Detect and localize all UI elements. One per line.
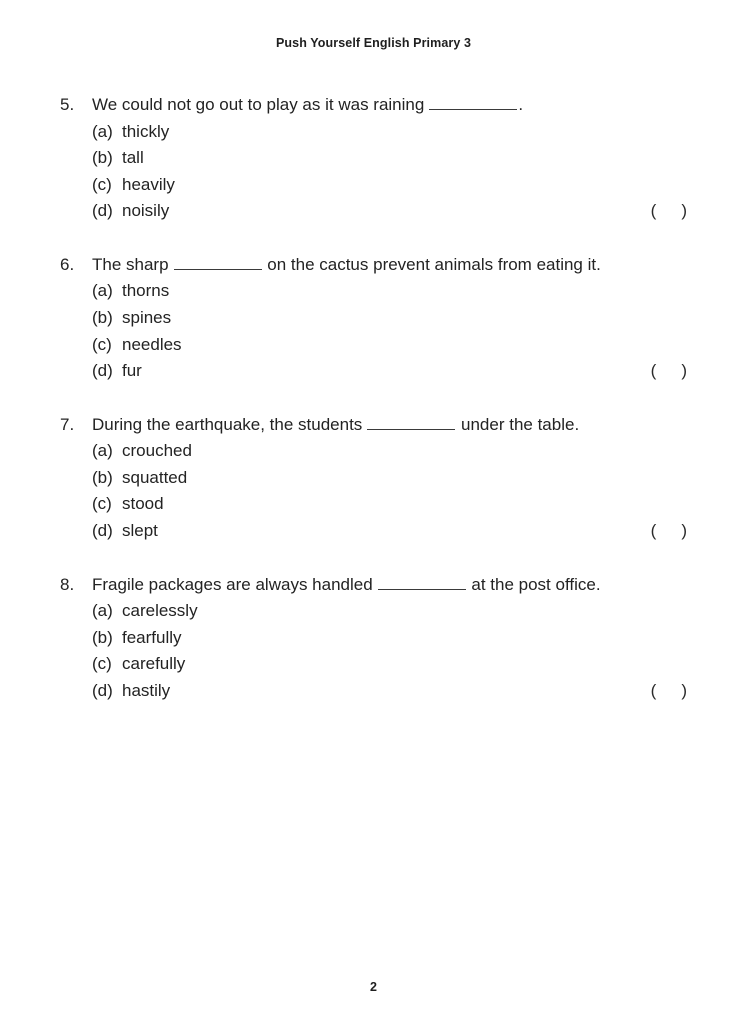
question-text-after: under the table. xyxy=(456,414,580,434)
question-text xyxy=(92,412,687,439)
answer-blank-line xyxy=(429,96,517,110)
page-footer xyxy=(0,980,747,994)
question-text-after: at the post office. xyxy=(466,574,601,594)
bracket-close: ) xyxy=(681,201,687,221)
option-text: heavily xyxy=(122,174,175,194)
option-row xyxy=(60,358,687,385)
option-text: squatted xyxy=(122,467,188,487)
question-text xyxy=(92,572,687,599)
option-row xyxy=(60,598,687,625)
option-row xyxy=(60,305,687,332)
option-label: (d) xyxy=(92,361,113,381)
question-text-after: . xyxy=(518,95,524,114)
option-label: (c) xyxy=(92,654,112,674)
option-row xyxy=(60,438,687,465)
option-text: spines xyxy=(122,307,172,327)
option-row xyxy=(60,278,687,305)
question-line xyxy=(60,252,687,279)
option-label: (b) xyxy=(92,467,113,487)
question-number: 5. xyxy=(60,95,75,114)
option-row xyxy=(60,172,687,199)
option-label: (b) xyxy=(92,148,113,168)
page-number: 2 xyxy=(370,980,377,994)
option-label: (c) xyxy=(92,334,112,354)
option-label: (a) xyxy=(92,441,113,461)
option-text: carelessly xyxy=(122,601,198,621)
option-label: (d) xyxy=(92,680,113,700)
option-row xyxy=(60,651,687,678)
option-row xyxy=(60,518,687,545)
answer-brackets xyxy=(651,678,687,705)
option-row xyxy=(60,678,687,705)
question-number: 7. xyxy=(60,414,75,434)
bracket-close: ) xyxy=(681,680,687,700)
option-label: (d) xyxy=(92,201,113,221)
answer-blank-line xyxy=(174,255,262,269)
bracket-open: ( xyxy=(650,201,657,221)
option-row xyxy=(60,145,687,172)
answer-blank-line xyxy=(378,575,466,589)
option-text: noisily xyxy=(122,201,170,221)
question-number: 8. xyxy=(60,574,75,594)
question-text-before: During the earthquake, the students xyxy=(92,414,363,434)
option-text: hastily xyxy=(122,680,171,700)
option-text: tall xyxy=(122,148,144,168)
option-label: (c) xyxy=(92,174,112,194)
option-text: stood xyxy=(122,494,164,514)
question-line xyxy=(60,92,687,119)
question-text-after: on the cactus prevent animals from eating it. xyxy=(262,254,601,274)
option-label: (d) xyxy=(92,521,113,541)
option-label: (c) xyxy=(92,494,112,514)
answer-brackets xyxy=(651,198,687,225)
question-text-before: Fragile packages are always handled xyxy=(92,574,373,594)
answer-blank-line xyxy=(367,415,455,429)
question-6 xyxy=(60,252,687,385)
option-row xyxy=(60,119,687,146)
option-label: (b) xyxy=(92,627,113,647)
option-text: fur xyxy=(122,361,142,381)
option-row xyxy=(60,198,687,225)
option-text: fearfully xyxy=(122,627,182,647)
option-row xyxy=(60,625,687,652)
option-text: needles xyxy=(122,334,182,354)
question-number: 6. xyxy=(60,254,75,274)
bracket-close: ) xyxy=(681,361,687,381)
option-text: thorns xyxy=(122,281,170,301)
bracket-open: ( xyxy=(650,680,657,700)
option-text: crouched xyxy=(122,441,192,461)
question-5 xyxy=(60,92,687,225)
page-header xyxy=(0,0,747,50)
question-text xyxy=(92,92,687,119)
bracket-close: ) xyxy=(681,521,687,541)
question-text xyxy=(92,252,687,279)
option-text: carefully xyxy=(122,654,186,674)
question-line xyxy=(60,412,687,439)
questions-section xyxy=(0,50,747,705)
option-text: thickly xyxy=(122,121,170,141)
question-line xyxy=(60,572,687,599)
bracket-open: ( xyxy=(650,521,657,541)
option-label: (a) xyxy=(92,121,113,141)
question-text-before: We could not go out to play as it was raining xyxy=(92,95,425,114)
option-row xyxy=(60,491,687,518)
option-row xyxy=(60,465,687,492)
option-row xyxy=(60,332,687,359)
question-text-before: The sharp xyxy=(92,254,169,274)
option-label: (a) xyxy=(92,281,113,301)
question-8 xyxy=(60,572,687,705)
answer-brackets xyxy=(651,358,687,385)
option-label: (b) xyxy=(92,307,113,327)
answer-brackets xyxy=(651,518,687,545)
bracket-open: ( xyxy=(650,361,657,381)
option-text: slept xyxy=(122,521,158,541)
header-title: Push Yourself English Primary 3 xyxy=(275,36,472,50)
question-7 xyxy=(60,412,687,545)
option-label: (a) xyxy=(92,601,113,621)
